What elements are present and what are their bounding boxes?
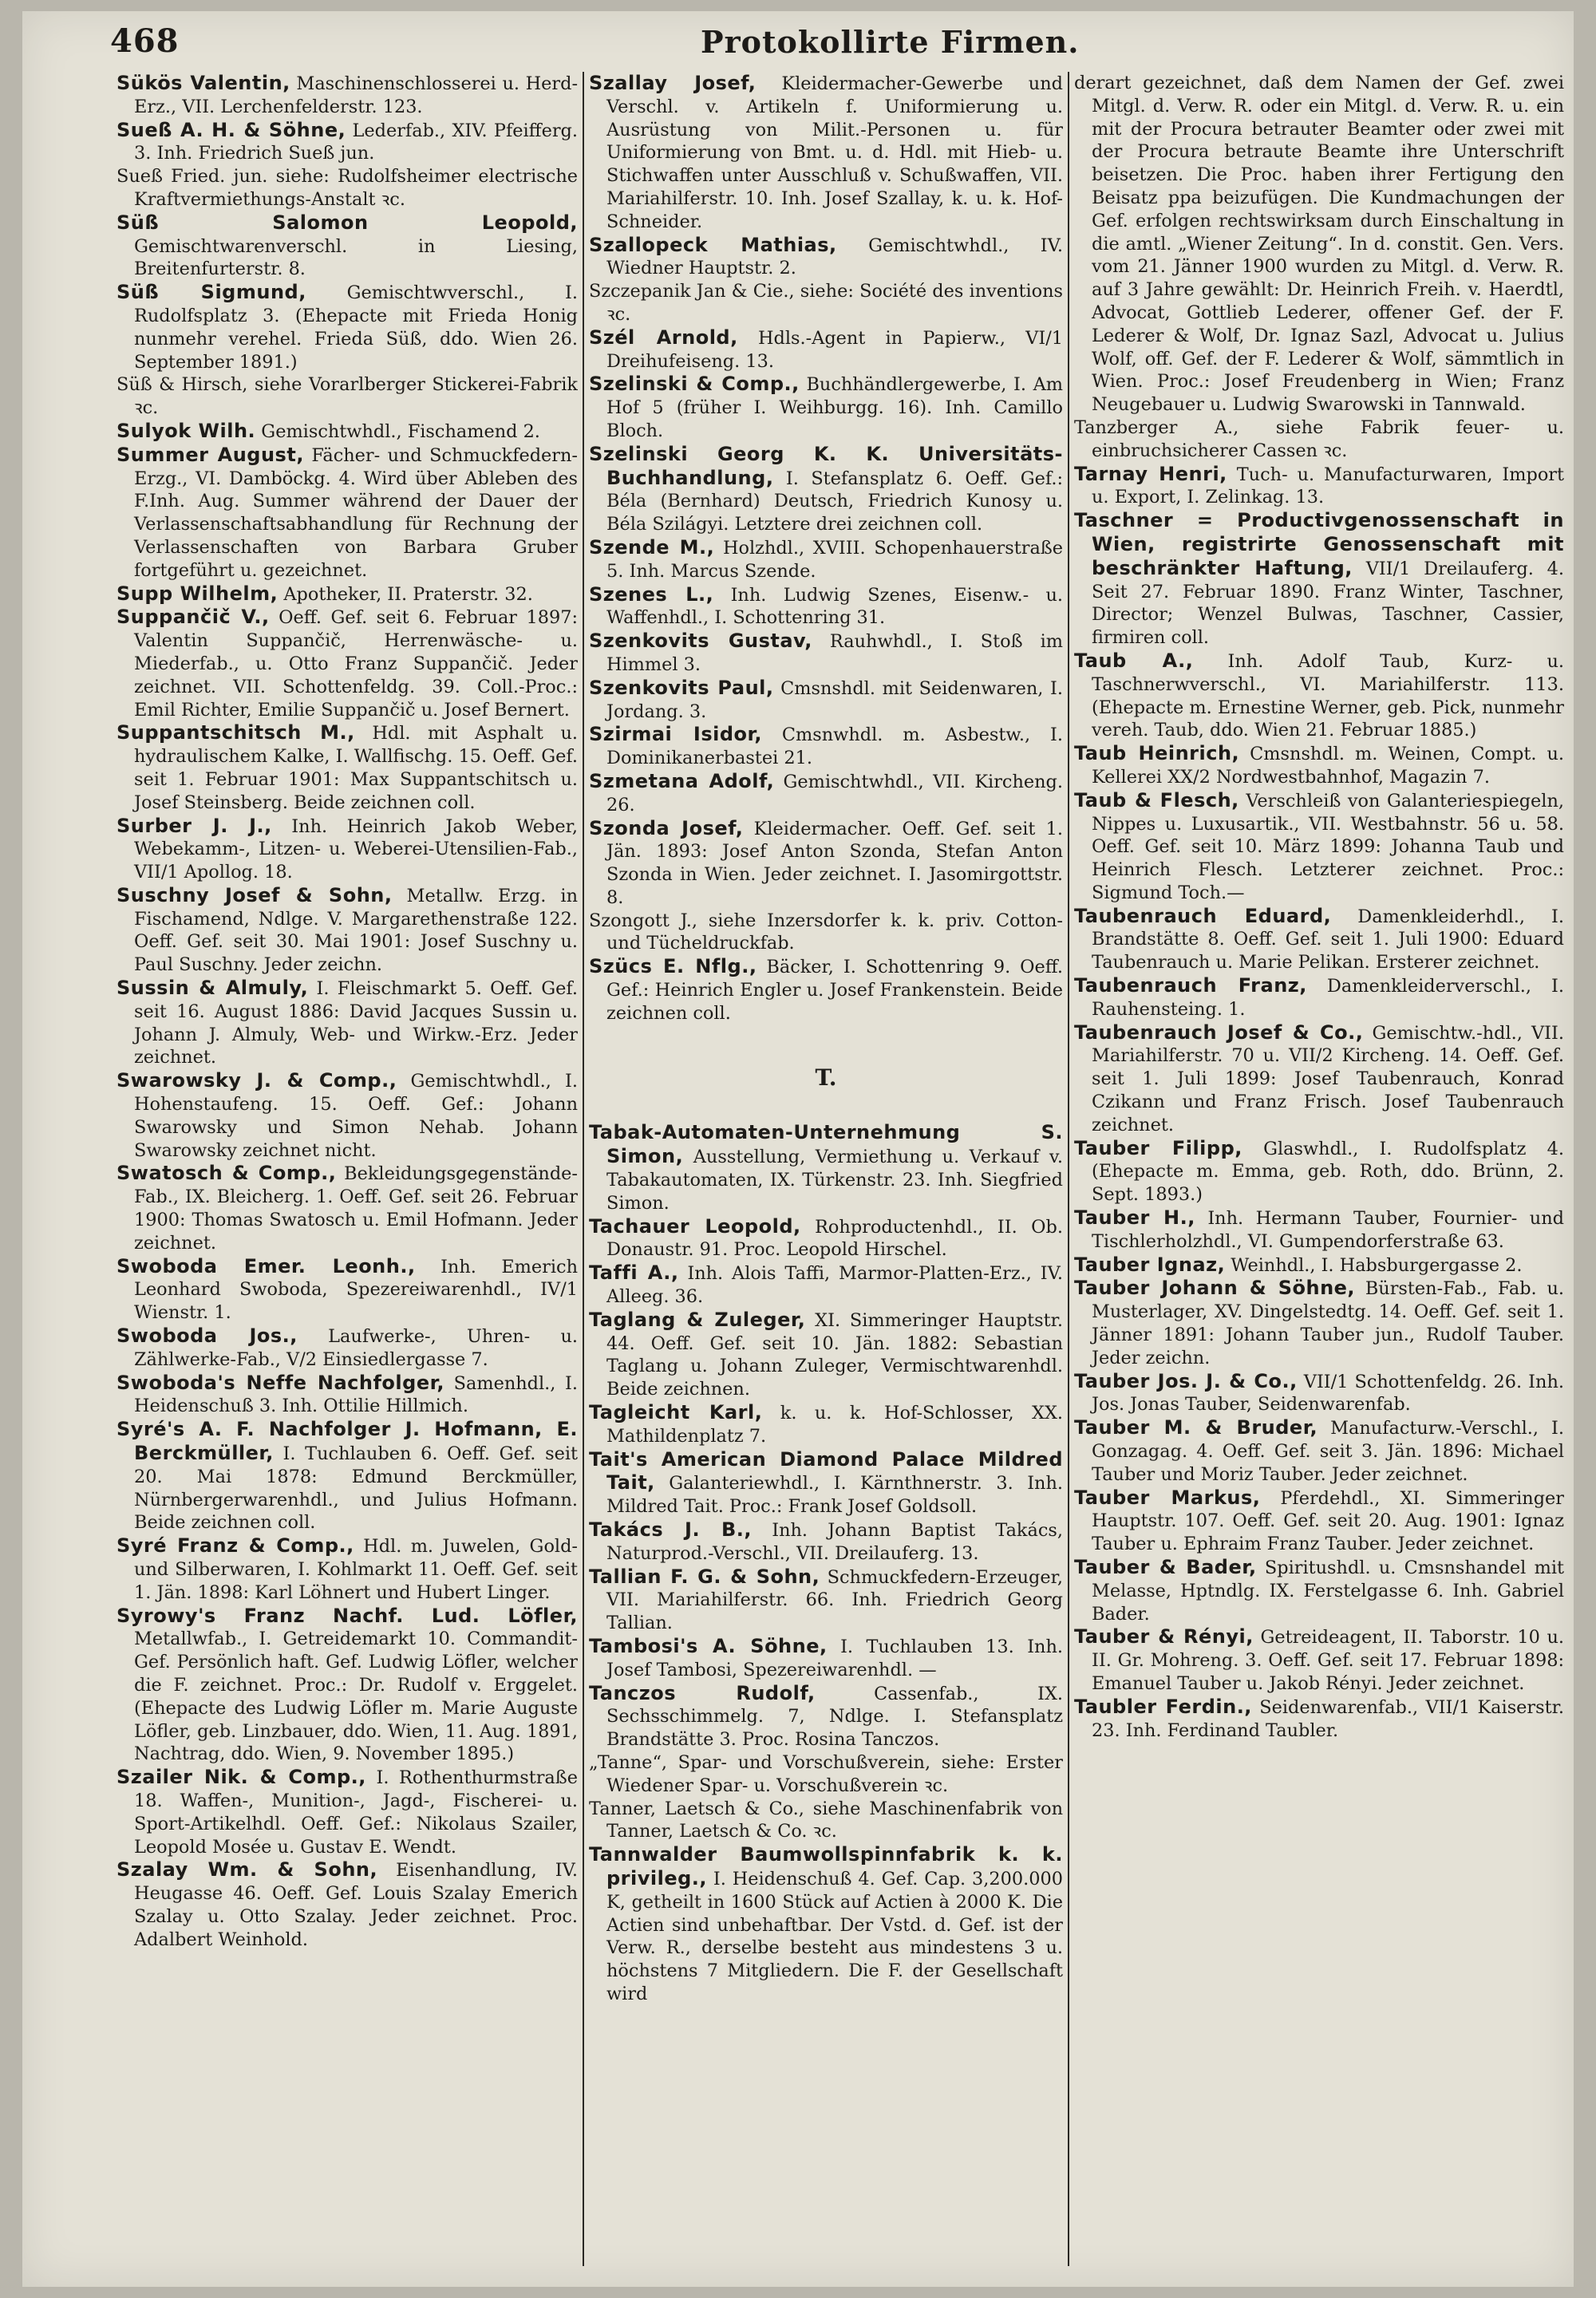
- entry-details: I. Heidenschuß 4. Gef. Cap. 3,200.000 K, getheilt in 1600 Stück auf Actien à 2000 K. Die Actien sind unbehaftbar. Der Vstd. d. Gef. ist der Verw. R., derselbe besteht aus mindestens 3 u. höchstens 7 Mitgliedern. Die F. der Gesellschaft wird: [606, 1868, 1063, 2004]
- directory-entry: [117, 815, 578, 884]
- entry-details: Bekleidungsgegenstände-Fab., IX. Bleicherg. 1. Oeff. Gef. seit 26. Februar 1900: Thomas Swatosch u. Emil Hofmann. Jeder zeichnet.: [134, 1163, 578, 1254]
- firm-name: Suppantschitsch M.,: [117, 721, 355, 744]
- firm-name: Tabak-Automaten-Unternehmung S. Simon,: [589, 1121, 1063, 1168]
- entry-details: Gemischtwhdl., I. Hohenstaufeng. 15. Oeff. Gef.: Johann Swarowsky und Simon Nehab. Johann Swarowsky zeichnet nicht.: [134, 1071, 578, 1161]
- firm-name: Szallay Josef,: [589, 72, 757, 94]
- directory-entry: [589, 1751, 1063, 1798]
- firm-name: Swoboda Jos.,: [117, 1325, 298, 1348]
- entry-details: Bürsten-Fab., Fab. u. Musterlager, XV. Dingelstedtg. 14. Oeff. Gef. seit 1. Jänner 1891: Johann Tauber jun., Rudolf Tauber. Jeder zeichn.: [1092, 1278, 1564, 1368]
- entry-details: Inh. Heinrich Jakob Weber, Webekamm-, Litzen- u. Weberei-Utensilien-Fab., VII/1 Apollog. 18.: [134, 815, 578, 883]
- running-title: Protokollirte Firmen.: [701, 24, 1080, 60]
- directory-entry: [589, 326, 1063, 373]
- firm-name: Szenkovits Gustav,: [589, 630, 812, 653]
- directory-entry: [589, 910, 1063, 956]
- directory-entry: [117, 420, 578, 444]
- entry-details: Samenhdl., I. Heidenschuß 3. Inh. Ottilie Hillmich.: [134, 1372, 578, 1417]
- page-number: 468: [110, 22, 180, 60]
- entry-details: Rauhwhdl., I. Stoß im Himmel 3.: [606, 631, 1063, 675]
- firm-name: Tauber M. & Bruder,: [1074, 1416, 1318, 1439]
- firm-name: Tauber Filipp,: [1074, 1136, 1242, 1159]
- firm-name: Taffi A.,: [589, 1262, 679, 1285]
- firm-name: Tauber Ignaz,: [1074, 1253, 1226, 1276]
- entry-details: Glaswhdl., I. Rudolfsplatz 4. (Ehepacte m. Emma, geb. Roth, ddo. Brünn, 2. Sept. 1893.): [1092, 1138, 1564, 1206]
- directory-entry: [117, 582, 578, 606]
- entry-details: Oeff. Gef. seit 6. Februar 1897: Valentin Suppančič, Herrenwäsche- u. Miederfab., u. Otto Franz Suppančič. Jeder zeichnet. VII. Schottenfeldg. 39. Coll.-Proc.: Emil Richter, Emilie Suppančič u. Josef Bernert.: [134, 607, 578, 721]
- directory-entry: [589, 677, 1063, 724]
- directory-entry: [1074, 650, 1564, 742]
- firm-name: Tagleicht Karl,: [589, 1401, 763, 1424]
- firm-name: Taubler Ferdin.,: [1074, 1695, 1252, 1718]
- firm-name: Szailer Nik. & Comp.,: [117, 1766, 366, 1789]
- directory-entry: [1074, 1696, 1564, 1743]
- firm-name: Szenes L.,: [589, 582, 714, 606]
- directory-entry: [589, 280, 1063, 326]
- directory-entry: [117, 1162, 578, 1254]
- entry-details: Bäcker, I. Schottenring 9. Oeff. Gef.: Heinrich Engler u. Josef Frankenstein. Beide zeichnen coll.: [606, 957, 1063, 1024]
- entry-details: Laufwerke-, Uhren- u. Zählwerke-Fab., V/2 Einsiedlergasse 7.: [134, 1326, 578, 1370]
- directory-entry: [589, 1566, 1063, 1635]
- directory-entry: [1074, 742, 1564, 789]
- firm-name: Taubenrauch Franz,: [1074, 974, 1307, 997]
- entry-details: VII/1 Dreilauferg. 4. Seit 27. Februar 1890. Franz Winter, Taschner, Director; Wenzel Bulwas, Taschner, Cassier, firmiren coll.: [1092, 558, 1564, 649]
- column-3: [1074, 72, 1564, 2274]
- entry-details: I. Stefansplatz 6. Oeff. Gef.: Béla (Bernhard) Deutsch, Friedrich Kunosy u. Béla Szilágyi. Letztere drei zeichnen coll.: [606, 468, 1063, 535]
- entry-details: Gemischtw.-hdl., VII. Mariahilferstr. 70 u. VII/2 Kircheng. 14. Oeff. Gef. seit 1. Juli 1899: Josef Taubenrauch, Konrad Czikann und Franz Frisch. Josef Taubenrauch zeichnet.: [1092, 1022, 1564, 1135]
- directory-entry: [117, 1069, 578, 1162]
- entry-details: Tanner, Laetsch & Co., siehe Maschinenfabrik von Tanner, Laetsch & Co. ꝛc.: [589, 1798, 1063, 1842]
- firm-name: Summer August,: [117, 443, 304, 466]
- firm-name: Tanczos Rudolf,: [589, 1681, 816, 1704]
- entry-details: k. u. k. Hof-Schlosser, XX. Mathildenplatz 7.: [606, 1403, 1063, 1447]
- entry-details: I. Rothenthurmstraße 18. Waffen-, Munition-, Jagd-, Fischerei- u. Sport-Artikelhdl. Oeff. Gef.: Nikolaus Szailer, Leopold Mosée u. Gustav E. Wendt.: [134, 1767, 578, 1858]
- directory-entry: [589, 443, 1063, 536]
- directory-entry: [589, 1518, 1063, 1566]
- directory-entry: [589, 723, 1063, 770]
- directory-entry: [1074, 974, 1564, 1021]
- directory-entry: [117, 444, 578, 582]
- entry-details: Buchhändlergewerbe, I. Am Hof 5 (früher I. Weihburgg. 16). Inh. Camillo Bloch.: [606, 374, 1063, 441]
- firm-name: Szenkovits Paul,: [589, 676, 774, 699]
- firm-name: Szücs E. Nflg.,: [589, 955, 757, 978]
- firm-name: Takács J. B.,: [589, 1518, 753, 1542]
- entry-details: Apotheker, II. Praterstr. 32.: [278, 583, 533, 605]
- firm-name: Sükös Valentin,: [117, 72, 290, 94]
- directory-entry: [1074, 1370, 1564, 1417]
- entry-details: Gemischtwhdl., Fischamend 2.: [255, 421, 540, 442]
- entry-details: Sueß Fried. jun. siehe: Rudolfsheimer electrische Kraftvermiethungs-Anstalt ꝛc.: [117, 166, 578, 210]
- firm-name: Sulyok Wilh.: [117, 419, 256, 442]
- firm-name: Syré Franz & Comp.,: [117, 1534, 354, 1558]
- firm-name: Tarnay Henri,: [1074, 462, 1227, 485]
- entry-details: VII/1 Schottenfeldg. 26. Inh. Jos. Jonas Tauber, Seidenwarenfab.: [1092, 1371, 1564, 1416]
- entry-details: Tuch- u. Manufacturwaren, Import u. Export, I. Zelinkag. 13.: [1092, 464, 1564, 508]
- firm-name: Szmetana Adolf,: [589, 769, 775, 792]
- firm-name: Tauber H.,: [1074, 1206, 1195, 1230]
- column-1: [117, 72, 578, 2274]
- firm-name: Suppančič V.,: [117, 606, 270, 629]
- column-divider: [1068, 72, 1069, 2266]
- entry-details: Süß & Hirsch, siehe Vorarlberger Stickerei-Fabrik ꝛc.: [117, 374, 578, 419]
- entry-details: Inh. Hermann Tauber, Fournier- und Tischlerholzhdl., VI. Gumpendorferstraße 63.: [1092, 1208, 1564, 1252]
- page-header: [110, 22, 1570, 67]
- directory-entry: [589, 234, 1063, 281]
- directory-entry: [1074, 905, 1564, 974]
- firm-name: Taglang & Zuleger,: [589, 1308, 806, 1331]
- directory-entry: [589, 1309, 1063, 1401]
- directory-entry: [589, 583, 1063, 630]
- firm-name: Tannwalder Baumwollspinnfabrik k. k. privileg.,: [589, 1843, 1063, 1889]
- directory-entry: [589, 1682, 1063, 1751]
- column-divider: [583, 72, 584, 2266]
- firm-name: Taub & Flesch,: [1074, 788, 1239, 811]
- firm-name: Swarowsky J. & Comp.,: [117, 1069, 397, 1092]
- entry-details: Weinhdl., I. Habsburgergasse 2.: [1225, 1254, 1523, 1276]
- firm-name: Süß Salomon Leopold,: [117, 211, 578, 234]
- directory-entry: [117, 1766, 578, 1858]
- directory-entry: [117, 977, 578, 1069]
- directory-entry: [117, 119, 578, 166]
- directory-entry: [589, 955, 1063, 1025]
- entry-details: Eisenhandlung, IV. Heugasse 46. Oeff. Gef. Louis Szalay Emerich Szalay u. Otto Szalay. Jeder zeichnet. Proc. Adalbert Weinhold.: [134, 1860, 578, 1950]
- directory-entry: [589, 817, 1063, 910]
- firm-name: Syré's A. F. Nachfolger J. Hofmann, E. Berckmüller,: [117, 1418, 578, 1465]
- firm-name: Taubenrauch Josef & Co.,: [1074, 1021, 1364, 1044]
- firm-name: Taub Heinrich,: [1074, 742, 1240, 765]
- entry-details: Kleidermacher-Gewerbe und Verschl. v. Artikeln f. Uniformierung u. Ausrüstung von Milit.-Personen u. für Uniformierung von Bmt. u. d. Hdl. mit Hieb- u. Stichwaffen unter Ausschluß v. Schußwaffen, VII. Mariahilferstr. 10. Inh. Josef Szallay, k. u. k. Hof-Schneider.: [606, 73, 1063, 232]
- entry-details: Gemischtwarenverschl. in Liesing, Breitenfurterstr. 8.: [134, 235, 578, 280]
- firm-name: Tauber Markus,: [1074, 1486, 1261, 1509]
- entry-details: Inh. Adolf Taub, Kurz- u. Taschnerwverschl., VI. Mariahilferstr. 113. (Ehepacte m. Ernestine Werner, geb. Pick, nunmehr vereh. Taub, ddo. Wien 21. Februar 1885.): [1092, 650, 1564, 741]
- entry-details: Cmsnwhdl. m. Asbestw., I. Dominikanerbastei 21.: [606, 725, 1063, 769]
- directory-entry: [117, 1534, 578, 1604]
- firm-name: Tambosi's A. Söhne,: [589, 1635, 828, 1657]
- firm-name: Sussin & Almuly,: [117, 977, 309, 1000]
- directory-entry: [1074, 1206, 1564, 1254]
- directory-entry: [1074, 1021, 1564, 1137]
- entry-details: Getreideagent, II. Taborstr. 10 u. II. Gr. Mohreng. 3. Oeff. Gef. seit 17. Februar 1898: Emanuel Tauber u. Jakob Rényi. Jeder zeichnet.: [1092, 1627, 1564, 1694]
- entry-details: I. Tuchlauben 6. Oeff. Gef. seit 20. Mai 1878: Edmund Berckmüller, Nürnbergerwarenhdl., und Julius Hofmann. Beide zeichnen coll.: [134, 1443, 578, 1534]
- entry-details: „Tanne“, Spar- und Vorschußverein, siehe: Erster Wiedener Spar- u. Vorschußverein ꝛc.: [589, 1751, 1063, 1796]
- firm-name: Suschny Josef & Sohn,: [117, 883, 393, 906]
- entry-details: Cmsnshdl. mit Seidenwaren, I. Jordang. 3.: [606, 677, 1063, 722]
- firm-name: Syrowy's Franz Nachf. Lud. Löfler,: [117, 1604, 578, 1627]
- entry-details: Inh. Alois Taffi, Marmor-Platten-Erz., IV. Alleeg. 36.: [606, 1263, 1063, 1308]
- entry-details: Tanzberger A., siehe Fabrik feuer- u. einbruchsicherer Cassen ꝛc.: [1074, 417, 1564, 461]
- directory-entry: [589, 1262, 1063, 1309]
- entry-details: Hdl. mit Asphalt u. hydraulischem Kalke, I. Wallfischg. 15. Oeff. Gef. seit 1. Februar 1901: Max Suppantschitsch u. Josef Steinsberg. Beide zeichnen coll.: [134, 723, 578, 813]
- entry-details: Damenkleiderhdl., I. Brandstätte 8. Oeff. Gef. seit 1. Juli 1900: Eduard Taubenrauch u. Marie Pelikan. Ersterer zeichnet.: [1092, 906, 1564, 973]
- directory-entry: [117, 1372, 578, 1419]
- directory-entry: [117, 606, 578, 721]
- directory-entry: [1074, 1137, 1564, 1206]
- directory-entry: [117, 211, 578, 281]
- directory-entry: [1074, 72, 1564, 417]
- entry-details: Lederfab., XIV. Pfeifferg. 3. Inh. Friedrich Sueß jun.: [134, 120, 578, 164]
- entry-details: Damenkleiderverschl., I. Rauhensteing. 1.: [1092, 976, 1564, 1020]
- firm-name: Taub A.,: [1074, 649, 1194, 672]
- firm-name: Szallopeck Mathias,: [589, 233, 837, 256]
- firm-name: Taubenrauch Eduard,: [1074, 904, 1332, 927]
- firm-name: Sueß A. H. & Söhne,: [117, 118, 346, 141]
- firm-name: Tauber Jos. J. & Co.,: [1074, 1369, 1298, 1392]
- directory-entry: [589, 373, 1063, 442]
- directory-entry: [589, 1798, 1063, 1844]
- firm-name: Szalay Wm. & Sohn,: [117, 1858, 378, 1881]
- firm-name: Szél Arnold,: [589, 326, 738, 349]
- entry-details: Metallw. Erzg. in Fischamend, Ndlge. V. Margarethenstraße 122. Oeff. Gef. seit 30. Mai 1901: Josef Suschny u. Paul Suschny. Jeder zeichn.: [134, 885, 578, 976]
- entry-details: Seidenwarenfab., VII/1 Kaiserstr. 23. Inh. Ferdinand Taubler.: [1092, 1696, 1564, 1741]
- entry-details: Gemischtwhdl., VII. Kircheng. 26.: [606, 771, 1063, 815]
- directory-entry: [117, 1325, 578, 1372]
- entry-details: Gemischtwhdl., IV. Wiedner Hauptstr. 2.: [606, 235, 1063, 279]
- firm-name: Szonda Josef,: [589, 816, 744, 839]
- firm-name: Tait's American Diamond Palace Mildred Tait,: [589, 1447, 1063, 1494]
- directory-entry: [589, 1215, 1063, 1262]
- entry-details: Fächer- und Schmuckfedern-Erzg., VI. Damböckg. 4. Wird über Ableben des F.Inh. Aug. Summer während der Dauer der Verlassenschaftsabhandlung für Rechnung der Verlassenschaften von Barbara Gruber fortgeführt u. gezeichnet.: [134, 444, 578, 581]
- directory-entry: [589, 1448, 1063, 1518]
- directory-entry: [117, 281, 578, 373]
- entry-details: Pferdehdl., XI. Simmeringer Hauptstr. 107. Oeff. Gef. seit 20. Aug. 1901: Ignaz Tauber u. Ephraim Franz Tauber. Jeder zeichnet.: [1092, 1487, 1564, 1555]
- directory-entry: [1074, 1254, 1564, 1277]
- firm-name: Taschner = Productivgenossenschaft in Wien, registrirte Genossenschaft mit beschränkter Haftung,: [1074, 509, 1564, 579]
- entry-details: Holzhdl., XVIII. Schopenhauerstraße 5. Inh. Marcus Szende.: [606, 537, 1063, 582]
- entry-details: Galanteriewhdl., I. Kärnthnerstr. 3. Inh. Mildred Tait. Proc.: Frank Josef Goldsoll.: [606, 1473, 1063, 1518]
- firm-name: Tauber & Bader,: [1074, 1556, 1257, 1578]
- entry-details: Inh. Johann Baptist Takács, Naturprod.-Verschl., VII. Dreilauferg. 13.: [606, 1520, 1063, 1564]
- firm-name: Surber J. J.,: [117, 814, 272, 837]
- directory-entry: [1074, 789, 1564, 905]
- directory-entry: [117, 373, 578, 420]
- directory-entry: [117, 1255, 578, 1325]
- column-2-section-entries: [589, 1121, 1063, 2005]
- firm-name: Szelinski & Comp.,: [589, 373, 800, 396]
- directory-entry: [589, 770, 1063, 817]
- directory-entry: [117, 165, 578, 211]
- directory-page: [22, 11, 1574, 2287]
- directory-entry: [117, 721, 578, 814]
- entry-details: Inh. Emerich Leonhard Swoboda, Spezereiwarenhdl., IV/1 Wienstr. 1.: [134, 1256, 578, 1324]
- entry-details: Ausstellung, Vermiethung u. Verkauf v. Tabakautomaten, IX. Türkenstr. 23. Inh. Siegfried Simon.: [606, 1147, 1063, 1214]
- entry-details: Schmuckfedern-Erzeuger, VII. Mariahilferstr. 66. Inh. Friedrich Georg Tallian.: [606, 1566, 1063, 1634]
- directory-entry: [1074, 1487, 1564, 1556]
- directory-entry: [589, 1635, 1063, 1682]
- entry-details: Maschinenschlosserei u. Herd-Erz., VII. Lerchenfelderstr. 123.: [134, 73, 578, 117]
- firm-name: Supp Wilhelm,: [117, 582, 279, 605]
- entry-details: Hdl. m. Juwelen, Gold- und Silberwaren, I. Kohlmarkt 11. Oeff. Gef. seit 1. Jän. 1898: Karl Löhnert und Hubert Linger.: [134, 1536, 578, 1603]
- entry-details: XI. Simmeringer Hauptstr. 44. Oeff. Gef. seit 10. Jän. 1882: Sebastian Taglang u. Johann Zuleger, Vermischtwarenhdl. Beide zeichnen.: [606, 1309, 1063, 1400]
- entry-details: Cassenfab., IX. Sechsschimmelg. 7, Ndlge. I. Stefansplatz Brandstätte 3. Proc. Rosina Tanczos.: [606, 1683, 1063, 1751]
- entry-details: Rohproductenhdl., II. Ob. Donaustr. 91. Proc. Leopold Hirschel.: [606, 1216, 1063, 1261]
- firm-name: Tauber & Rényi,: [1074, 1625, 1254, 1648]
- entry-details: I. Tuchlauben 13. Inh. Josef Tambosi, Spezereiwarenhdl. —: [606, 1637, 1063, 1680]
- firm-name: Swoboda Emer. Leonh.,: [117, 1254, 416, 1277]
- section-letter-heading: T.: [815, 1064, 837, 1091]
- entry-details: Szczepanik Jan & Cie., siehe: Société des inventions ꝛc.: [589, 281, 1063, 325]
- firm-name: Swoboda's Neffe Nachfolger,: [117, 1371, 445, 1394]
- firm-name: Szelinski Georg K. K. Universitäts-Buchhandlung,: [589, 442, 1063, 489]
- directory-entry: [1074, 1625, 1564, 1695]
- firm-name: Süß Sigmund,: [117, 281, 306, 304]
- directory-entry: [589, 536, 1063, 583]
- directory-entry: [589, 72, 1063, 234]
- column-2-entries: [589, 72, 1063, 1025]
- directory-entry: [589, 1401, 1063, 1448]
- directory-entry: [589, 1121, 1063, 1214]
- directory-entry: [117, 1605, 578, 1767]
- directory-entry: [117, 884, 578, 977]
- directory-entry: [1074, 417, 1564, 463]
- directory-entry: [1074, 509, 1564, 650]
- entry-details: Manufacturw.-Verschl., I. Gonzagag. 4. Oeff. Gef. seit 3. Jän. 1896: Michael Tauber und Moriz Tauber. Jeder zeichnet.: [1092, 1418, 1564, 1485]
- firm-name: Tallian F. G. & Sohn,: [589, 1565, 820, 1588]
- entry-details: Szongott J., siehe Inzersdorfer k. k. priv. Cotton- und Tücheldruckfab.: [589, 910, 1063, 954]
- entry-details: Cmsnshdl. m. Weinen, Compt. u. Kellerei XX/2 Nordwestbahnhof, Magazin 7.: [1092, 744, 1564, 788]
- entry-details: I. Fleischmarkt 5. Oeff. Gef. seit 16. August 1886: David Jacques Sussin u. Johann J. Almuly, Web- und Wirkw.-Erz. Jeder zeichnet.: [134, 978, 578, 1068]
- directory-entry: [117, 72, 578, 119]
- directory-entry: [1074, 1416, 1564, 1486]
- firm-name: Tachauer Leopold,: [589, 1214, 801, 1238]
- firm-name: Tauber Johann & Söhne,: [1074, 1277, 1356, 1300]
- entry-details: Gemischtwverschl., I. Rudolfsplatz 3. (Ehepacte mit Frieda Honig nunmehr verehel. Frieda Süß, ddo. Wien 26. September 1891.): [134, 282, 578, 373]
- firm-name: Szirmai Isidor,: [589, 723, 762, 746]
- directory-entry: [1074, 1556, 1564, 1625]
- directory-entry: [589, 630, 1063, 677]
- directory-entry: [117, 1858, 578, 1951]
- entry-details: Kleidermacher. Oeff. Gef. seit 1. Jän. 1893: Josef Anton Szonda, Stefan Anton Szonda in Wien. Jeder zeichnet. I. Jasomirgottstr. 8.: [606, 818, 1063, 908]
- entry-details: Spiritushdl. u. Cmsnshandel mit Melasse, Hptndlg. IX. Ferstelgasse 6. Inh. Gabriel Bader.: [1092, 1558, 1564, 1625]
- directory-entry: [117, 1418, 578, 1534]
- firm-name: Szende M.,: [589, 535, 715, 559]
- entry-details: Inh. Ludwig Szenes, Eisenw.- u. Waffenhdl., I. Schottenring 31.: [606, 584, 1063, 629]
- directory-entry: [589, 1843, 1063, 2006]
- column-2: [589, 72, 1063, 2274]
- entry-details: derart gezeichnet, daß dem Namen der Gef. zwei Mitgl. d. Verw. R. oder ein Mitgl. d. Verw. R. u. ein mit der Procura betrauter Beamter oder zwei mit der Procura betraute Beamte ihre Unterschrift beisetzen. Die Proc. haben ihrer Fertigung den Beisatz ppa beizufügen. Die Kundmachungen der Gef. erfolgen rechtswirksam durch Einschaltung in die amtl. „Wiener Zeitung“. In d. constit. Gen. Vers. vom 21. Jänner 1900 wurden zu Mitgl. d. Verw. R. auf 3 Jahre gewählt: Dr. Heinrich Freih. v. Haerdtl, Advocat, Gottlieb Lederer, offener Gef. der F. Lederer & Wolf, Dr. Ignaz Sazl, Advocat u. Julius Wolf, off. Gef. der F. Lederer & Wolf, sämmtlich in Wien. Proc.: Josef Freudenberg in Wien; Franz Neugebauer u. Ludwig Swarowski in Tannwald.: [1074, 73, 1564, 416]
- entry-details: Verschleiß von Galanteriespiegeln, Nippes u. Luxusartik., VII. Westbahnstr. 56 u. 58. Oeff. Gef. seit 10. März 1899: Johanna Taub und Heinrich Flesch. Letzterer zeichnet. Proc.: Sigmund Toch.—: [1092, 790, 1564, 903]
- firm-name: Swatosch & Comp.,: [117, 1162, 337, 1185]
- entry-details: Metallwfab., I. Getreidemarkt 10. Commandit-Gef. Persönlich haft. Gef. Ludwig Löfler, welcher die F. zeichnet. Proc.: Dr. Rudolf v. Erggelet. (Ehepacte des Ludwig Löfler m. Marie Auguste Löfler, geb. Linzbauer, ddo. Wien, 11. Aug. 1891, Nachtrag, ddo. Wien, 9. November 1895.): [134, 1629, 578, 1765]
- directory-entry: [1074, 463, 1564, 510]
- entry-details: Hdls.-Agent in Papierw., VI/1 Dreihufeiseng. 13.: [606, 327, 1063, 372]
- directory-entry: [1074, 1277, 1564, 1369]
